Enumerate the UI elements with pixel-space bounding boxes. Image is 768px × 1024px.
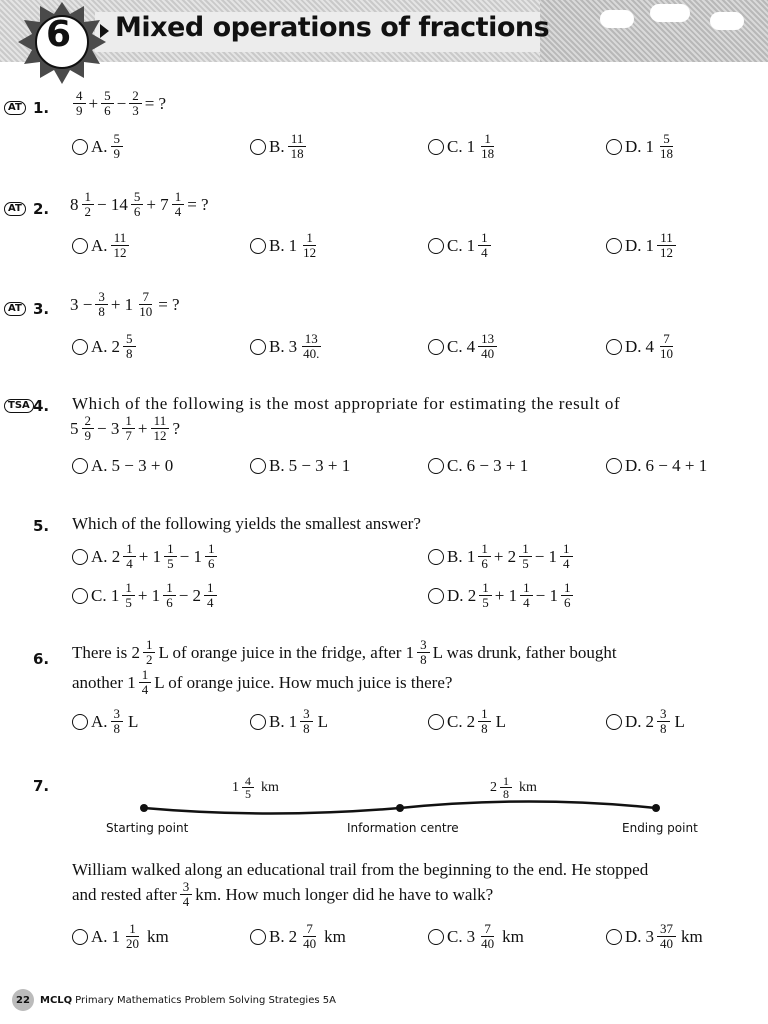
option-radio[interactable]	[428, 588, 444, 604]
option-fraction: $\frac{37}{40}$	[657, 922, 676, 951]
option-radio[interactable]	[72, 714, 88, 730]
option-radio[interactable]	[72, 458, 88, 474]
option-fraction: $\frac{5}{8}$	[123, 332, 136, 361]
question-text: L was drunk, father bought	[432, 642, 617, 662]
question-text: and rested after	[72, 884, 177, 904]
option-fraction: $\frac{1}{12}$	[303, 230, 317, 260]
book-title: Primary Mathematics Problem Solving Strategies 5A	[75, 994, 336, 1006]
option-radio[interactable]	[428, 714, 444, 730]
option-letter: D.	[625, 336, 642, 356]
option-letter: D.	[625, 456, 642, 475]
option-a[interactable]	[72, 922, 169, 951]
question-text: L of orange juice. How much juice is there?	[154, 672, 453, 692]
option-fraction: $\frac{1}{20}$	[126, 921, 140, 951]
question-7-line-1: William walked along an educational trail from the beginning to the end. He stopped	[72, 860, 649, 879]
option-whole: 2	[645, 711, 655, 731]
option-whole: 3	[288, 336, 298, 356]
option-letter: B.	[269, 456, 285, 475]
option-c[interactable]	[428, 707, 506, 736]
option-whole: 4	[466, 336, 476, 356]
option-radio[interactable]	[606, 339, 622, 355]
option-whole: 1	[645, 136, 655, 156]
question-number: 6.	[33, 650, 50, 668]
question-tag: AT	[4, 202, 26, 216]
option-whole: 2	[111, 336, 121, 356]
option-letter: C.	[447, 336, 463, 356]
option-fraction: $\frac{13}{40}$	[478, 332, 497, 361]
option-fraction: $\frac{11}{12}$	[657, 231, 676, 260]
option-c[interactable]	[428, 456, 528, 476]
option-fraction: $\frac{5}{18}$	[660, 131, 674, 161]
option-b[interactable]	[250, 231, 322, 260]
trail-segment-1-label: 1 $\frac{4}{5}$ km	[232, 774, 279, 801]
option-c[interactable]	[428, 332, 500, 361]
option-unit: km	[681, 926, 703, 946]
option-value: 5 − 3 + 0	[111, 456, 174, 475]
option-radio[interactable]	[250, 458, 266, 474]
option-radio[interactable]	[72, 238, 88, 254]
option-letter: A.	[91, 235, 108, 255]
trail-middle-label: Information centre	[347, 821, 459, 835]
option-b[interactable]	[250, 456, 350, 476]
option-b[interactable]: B. 1 $\frac{1}{6}$ + 2 $\frac{1}{5}$ − 1 $\frac{1}{4}$	[428, 542, 576, 571]
option-letter: A.	[91, 456, 108, 475]
option-radio[interactable]	[606, 929, 622, 945]
option-radio[interactable]	[72, 588, 88, 604]
question-number: 7.	[33, 777, 50, 795]
header-sky	[540, 0, 768, 62]
option-whole: 1	[466, 235, 476, 255]
option-b[interactable]	[250, 332, 325, 361]
option-fraction: $\frac{1}{8}$	[478, 707, 491, 736]
brand-logo: MCLQ	[40, 994, 73, 1006]
option-whole: 3	[645, 926, 655, 946]
option-fraction: $\frac{7}{40}$	[303, 921, 317, 951]
option-radio[interactable]	[606, 139, 622, 155]
question-2-expression: 8 $\frac{1}{2}$ − 14 $\frac{5}{6}$ + 7 $\frac{1}{4}$ = ?	[70, 189, 209, 219]
trail-start-label: Starting point	[106, 821, 189, 835]
option-whole: 2	[288, 926, 298, 946]
option-fraction: $\frac{1}{18}$	[481, 131, 495, 161]
question-number: 2.	[33, 200, 50, 218]
option-value: 6 − 3 + 1	[466, 456, 529, 475]
option-unit: km	[502, 926, 524, 946]
option-d[interactable]	[606, 332, 679, 361]
option-letter: C.	[447, 235, 463, 255]
option-letter: B.	[269, 136, 285, 156]
option-letter: C.	[447, 711, 463, 731]
option-letter: C.	[447, 926, 463, 946]
option-whole: 2	[466, 711, 476, 731]
option-d[interactable]	[606, 456, 707, 476]
option-a[interactable]	[72, 456, 173, 476]
question-6-line-2: another 1 $\frac{1}{4}$ L of orange juice. How much juice is there?	[72, 667, 453, 697]
option-d[interactable]: D. 2 $\frac{1}{5}$ + 1 $\frac{1}{4}$ − 1 $\frac{1}{6}$	[428, 581, 576, 610]
option-radio[interactable]	[250, 339, 266, 355]
option-whole: 1	[645, 235, 655, 255]
option-a[interactable]	[72, 231, 133, 260]
option-c[interactable]	[428, 922, 524, 951]
question-6-line-1: There is 2 $\frac{1}{2}$ L of orange juice in the fridge, after 1 $\frac{3}{8}$ L was drunk, father bought	[72, 637, 617, 667]
option-d[interactable]	[606, 231, 679, 260]
question-text: another 1	[72, 672, 136, 692]
question-tag: TSA	[4, 399, 34, 413]
option-unit: L	[317, 711, 328, 731]
option-letter: A.	[91, 926, 108, 946]
option-radio[interactable]	[72, 339, 88, 355]
option-whole: 3	[466, 926, 476, 946]
trail-segment-2-label: 2 $\frac{1}{8}$ km	[490, 774, 537, 801]
question-4-text: Which of the following is the most appropriate for estimating the result of	[72, 394, 621, 413]
option-fraction: $\frac{3}{8}$	[657, 707, 670, 736]
page-footer	[12, 989, 336, 1011]
question-1-expression: $\frac{4}{9}$ + $\frac{5}{6}$ − $\frac{2}{3}$ = ?	[70, 89, 166, 118]
option-letter: C.	[447, 136, 463, 156]
option-radio[interactable]	[606, 238, 622, 254]
page-number: 22	[12, 989, 34, 1011]
option-whole: 4	[645, 336, 655, 356]
option-radio[interactable]	[428, 238, 444, 254]
option-radio[interactable]	[428, 549, 444, 565]
question-number: 3.	[33, 300, 50, 318]
option-whole: 1	[288, 711, 298, 731]
option-fraction: $\frac{11}{12}$	[111, 231, 130, 260]
option-fraction: $\frac{7}{10}$	[660, 331, 674, 361]
question-7-line-2: and rested after $\frac{3}{4}$ km. How much longer did he have to walk?	[72, 879, 494, 909]
option-unit: L	[128, 711, 139, 731]
option-fraction: $\frac{3}{8}$	[300, 707, 313, 736]
option-letter: A.	[91, 711, 108, 731]
option-letter: B.	[269, 235, 285, 255]
option-fraction: $\frac{5}{9}$	[111, 132, 124, 161]
option-letter: C.	[447, 456, 463, 475]
question-number: 1.	[33, 99, 50, 117]
option-letter: A.	[91, 336, 108, 356]
option-d[interactable]	[606, 922, 703, 951]
question-text: There is 2	[72, 642, 140, 662]
option-c[interactable]	[428, 231, 494, 260]
option-radio[interactable]	[606, 458, 622, 474]
question-text: km. How much longer did he have to walk?	[195, 884, 494, 904]
option-d[interactable]	[606, 707, 685, 736]
option-value: 5 − 3 + 1	[288, 456, 351, 475]
option-letter: B.	[269, 711, 285, 731]
option-letter: D.	[625, 136, 642, 156]
option-c[interactable]: C. 1 $\frac{1}{5}$ + 1 $\frac{1}{6}$ − 2 $\frac{1}{4}$	[72, 581, 220, 610]
option-whole: 1	[288, 235, 298, 255]
title-arrow-icon	[100, 24, 109, 38]
option-b[interactable]	[250, 707, 328, 736]
question-tag: AT	[4, 302, 26, 316]
option-letter: A.	[91, 136, 108, 156]
option-letter: D.	[625, 711, 642, 731]
option-c[interactable]	[428, 132, 500, 161]
page-title: Mixed operations of fractions	[115, 12, 550, 43]
option-letter: D.	[625, 235, 642, 255]
option-b[interactable]	[250, 132, 310, 161]
option-radio[interactable]	[72, 549, 88, 565]
option-radio[interactable]	[428, 339, 444, 355]
option-fraction: $\frac{1}{4}$	[478, 231, 491, 260]
option-a[interactable]	[72, 132, 126, 161]
option-radio[interactable]	[428, 139, 444, 155]
option-radio[interactable]	[72, 139, 88, 155]
question-3-expression: 3 − $\frac{3}{8}$ + 1 $\frac{7}{10}$ = ?	[70, 289, 180, 319]
option-fraction: $\frac{11}{18}$	[288, 132, 307, 161]
question-text: L of orange juice in the fridge, after 1	[158, 642, 415, 662]
option-whole: 1	[466, 136, 476, 156]
question-5-text: Which of the following yields the smallest answer?	[72, 514, 421, 533]
option-letter: B.	[269, 336, 285, 356]
option-unit: L	[495, 711, 506, 731]
option-radio[interactable]	[428, 929, 444, 945]
option-a[interactable]	[72, 332, 139, 361]
option-a[interactable]: A. 2 $\frac{1}{4}$ + 1 $\frac{1}{5}$ − 1 $\frac{1}{6}$	[72, 542, 220, 571]
option-radio[interactable]	[250, 714, 266, 730]
question-number: 4.	[33, 397, 50, 415]
option-d[interactable]	[606, 132, 679, 161]
option-radio[interactable]	[606, 714, 622, 730]
option-value: 6 − 4 + 1	[645, 456, 708, 475]
option-whole: 1	[111, 926, 121, 946]
option-radio[interactable]	[250, 929, 266, 945]
option-unit: km	[147, 926, 169, 946]
option-fraction: $\frac{13}{40.}$	[303, 331, 320, 361]
option-unit: km	[324, 926, 346, 946]
option-unit: L	[674, 711, 685, 731]
option-radio[interactable]	[72, 929, 88, 945]
trail-end-label: Ending point	[622, 821, 698, 835]
question-number: 5.	[33, 517, 50, 535]
chapter-number: 6	[46, 14, 72, 55]
option-letter: B.	[269, 926, 285, 946]
option-a[interactable]	[72, 707, 138, 736]
question-4-expression: 5 $\frac{2}{9}$ − 3 $\frac{1}{7}$ + $\frac{11}{12}$ ?	[70, 413, 180, 443]
option-radio[interactable]	[250, 139, 266, 155]
option-letter: D.	[625, 926, 642, 946]
option-fraction: $\frac{7}{40}$	[481, 921, 495, 951]
option-fraction: $\frac{3}{8}$	[111, 707, 124, 736]
option-radio[interactable]	[428, 458, 444, 474]
option-radio[interactable]	[250, 238, 266, 254]
question-tag: AT	[4, 101, 26, 115]
option-b[interactable]	[250, 922, 346, 951]
